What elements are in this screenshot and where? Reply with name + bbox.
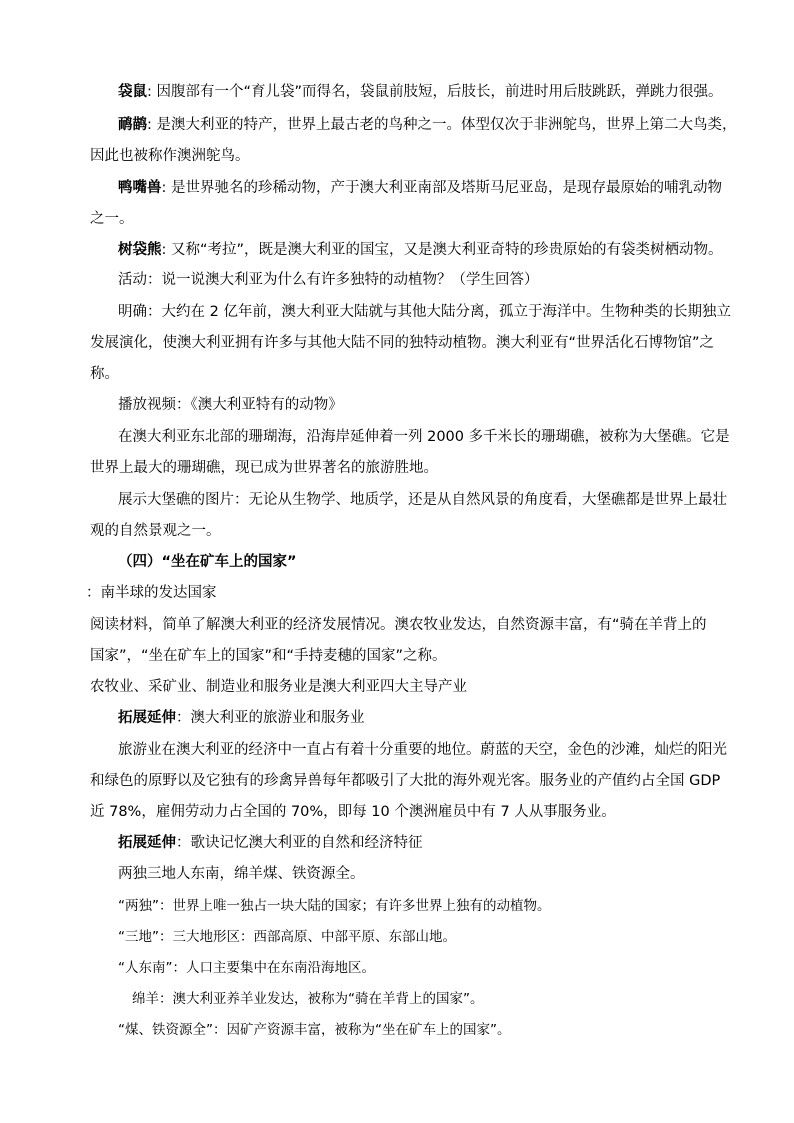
paragraph-explanation-2: 发展演化，使澳大利亚拥有许多与其他大陆不同的独特动植物。澳大利亚有“世界活化石博物馆”之 [90, 335, 715, 351]
paragraph-kangaroo [118, 82, 794, 102]
paragraph-emu-cont: 因此也被称作澳洲鸵鸟。 [90, 148, 250, 164]
text-extension-2: ：歌诀记忆澳大利亚的自然和经济特征 [176, 835, 423, 851]
paragraph-extension-tourism [118, 708, 794, 728]
term-extension-1: 拓展延伸 [118, 710, 176, 726]
term-koala: 树袋熊 [118, 242, 162, 258]
paragraph-tourism-3: 近 78%，雇佣劳动力占全国的 70%，即每 10 个澳洲雇员中有 7 人从事服务业。 [90, 804, 616, 820]
mnemonic-resources: “煤、铁资源全”：因矿产资源丰富，被称为“坐在矿车上的国家”。 [118, 1022, 511, 1038]
paragraph-tourism: 旅游业在澳大利亚的经济中一直占有着十分重要的地位。蔚蓝的天空，金色的沙滩，灿烂的阳光 [118, 742, 727, 758]
paragraph-industries: 农牧业、采矿业、制造业和服务业是澳大利亚四大主导产业 [90, 679, 467, 695]
mnemonic-sheep: 绵羊：澳大利亚养羊业发达，被称为“骑在羊背上的国家”。 [132, 991, 484, 1007]
paragraph-tourism-2: 和绿色的原野以及它独有的珍禽异兽每年都吸引了大批的海外观光客。服务业的产值约占全国 GDP [90, 773, 721, 789]
term-emu: 鸸鹋 [118, 117, 147, 133]
mnemonic-two-unique: “两独”：世界上唯一独占一块大陆的国家；有许多世界上独有的动植物。 [118, 898, 551, 914]
paragraph-reading: 阅读材料，简单了解澳大利亚的经济发展情况。澳农牧业发达，自然资源丰富，有“骑在羊背上的 [90, 617, 707, 633]
paragraph-platypus-cont: 之一。 [90, 211, 134, 227]
paragraph-platypus [118, 178, 794, 198]
paragraph-explanation-3: 称。 [90, 366, 119, 382]
paragraph-explanation: 明确：大约在 2 亿年前，澳大利亚大陆就与其他大陆分离，孤立于海洋中。生物种类的长期独立 [118, 304, 731, 320]
term-platypus: 鸭嘴兽 [118, 180, 162, 196]
paragraph-reef-pictures-2: 观的自然景观之一。 [90, 523, 221, 539]
text-emu: : 是澳大利亚的特产，世界上最古老的鸟种之一。体型仅次于非洲鸵鸟，世界上第二大鸟类， [147, 117, 737, 133]
paragraph-mnemonic: 两独三地人东南，绵羊煤、铁资源全。 [118, 866, 365, 882]
term-kangaroo: 袋鼠 [118, 84, 147, 100]
paragraph-reading-2: 国家”，“坐在矿车上的国家”和“手持麦穗的国家”之称。 [90, 648, 447, 664]
section-heading: （四）“坐在矿车上的国家” [118, 554, 297, 570]
paragraph-developed-country: ：南半球的发达国家 [86, 585, 217, 601]
term-extension-2: 拓展延伸 [118, 835, 176, 851]
paragraph-reef-pictures: 展示大堡礁的图片：无论从生物学、地质学，还是从自然风景的角度看，大堡礁都是世界上最壮 [118, 492, 727, 508]
paragraph-reef: 在澳大利亚东北部的珊瑚海，沿海岸延伸着一列 2000 多千米长的珊瑚礁，被称为大堡礁。它是 [118, 429, 730, 445]
text-platypus: : 是世界驰名的珍稀动物，产于澳大利亚南部及塔斯马尼亚岛，是现存最原始的哺乳动物 [161, 180, 722, 196]
paragraph-emu [118, 115, 794, 135]
text-kangaroo: : 因腹部有一个“育儿袋”而得名，袋鼠前肢短，后肢长，前进时用后肢跳跃，弹跳力很强。 [147, 84, 723, 100]
paragraph-koala [118, 240, 794, 260]
paragraph-extension-mnemonic [118, 833, 794, 853]
paragraph-activity: 活动：说一说澳大利亚为什么有许多独特的动植物？（学生回答） [118, 272, 539, 288]
paragraph-reef-2: 世界上最大的珊瑚礁，现已成为世界著名的旅游胜地。 [90, 460, 438, 476]
mnemonic-population: “人东南”：人口主要集中在东南沿海地区。 [118, 960, 375, 976]
paragraph-video: 播放视频：《澳大利亚特有的动物》 [118, 397, 343, 413]
text-extension-1: ：澳大利亚的旅游业和服务业 [176, 710, 365, 726]
mnemonic-three-regions: “三地”：三大地形区：西部高原、中部平原、东部山地。 [118, 929, 456, 945]
text-koala: : 又称“考拉”，既是澳大利亚的国宝，又是澳大利亚奇特的珍贵原始的有袋类树栖动物。 [161, 242, 723, 258]
